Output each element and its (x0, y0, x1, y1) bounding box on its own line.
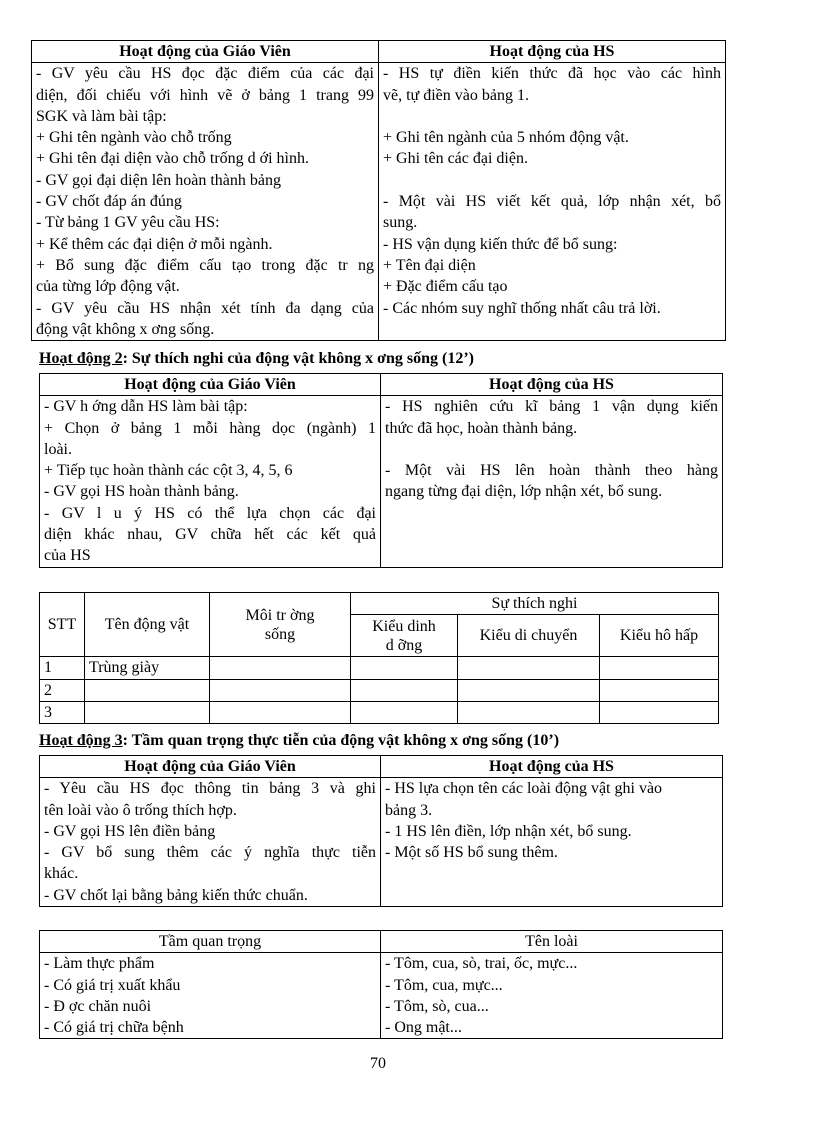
activity-2-title: : Sự thích nghi của động vật không x ơng sống (12’) (122, 350, 475, 367)
col-animal-name: Tên động vật (85, 593, 210, 657)
cell-text-line: + Ghi tên các đại diện. (383, 150, 528, 168)
table-row (40, 679, 719, 701)
table-row (40, 657, 719, 679)
teacher-activities-cell (32, 63, 379, 341)
cell-text-line: tên loài vào ô trống thích hợp. (44, 801, 237, 819)
species-item: - Tôm, cua, sò, trai, ốc, mực... (385, 955, 578, 973)
activity-3-title: : Tầm quan trọng thực tiễn của động vật không x ơng sống (10’) (122, 732, 560, 749)
col-nutrition-line2: d ỡng (385, 636, 423, 654)
cell-text-line: thức đã học, hoàn thành bảng. (385, 419, 578, 437)
teacher-activities-cell (40, 778, 381, 907)
cell-text-line (385, 545, 718, 566)
cell-text-line: - Một số HS bổ sung thêm. (385, 844, 558, 862)
teacher-activities-cell (40, 396, 381, 567)
col-respiration: Kiểu hô hấp (600, 615, 719, 657)
cell-text-line: + Kể thêm các đại diện ở mỗi ngành. (36, 235, 273, 253)
cell-text-line: - GV chốt đáp án đúng (36, 193, 182, 211)
row-stt: 2 (40, 679, 85, 701)
practical-importance-table (39, 930, 723, 1039)
cell-text-line: - HS lựa chọn tên các loài động vật ghi vào (385, 780, 663, 798)
col-environment-line1: Môi tr ờng (245, 606, 315, 624)
page-number: 70 (370, 1055, 386, 1072)
cell-text-line: - GV yêu cầu HS đọc đặc điểm của các đại (36, 65, 374, 83)
importance-item: - Đ ợc chăn nuôi (44, 997, 152, 1015)
importance-item: - Có giá trị xuất khẩu (44, 976, 181, 994)
teacher-student-activity-table-3 (39, 755, 723, 907)
row-animal-name: Trùng giày (85, 657, 210, 679)
importance-cell (40, 953, 381, 1039)
header-importance: Tầm quan trọng (40, 931, 381, 953)
cell-text-line: - Một vài HS lên hoàn thành theo hàng (385, 462, 718, 480)
cell-text-line: diện, đối chiếu với hình vẽ ở bảng 1 trang 99 (36, 86, 374, 104)
student-activities-cell (379, 63, 726, 341)
cell-text-line (385, 863, 718, 884)
cell-text-line: khác. (44, 865, 79, 883)
col-environment-line2: sống (264, 625, 296, 643)
activity-2-heading (39, 350, 474, 368)
cell-text-line: - GV l u ý HS có thể lựa chọn các đại (44, 504, 376, 522)
cell-text-line (383, 106, 721, 127)
header-student: Hoạt động của HS (381, 374, 723, 396)
cell-text-line: - Một vài HS viết kết quả, lớp nhận xét, bổ (383, 193, 721, 211)
cell-text-line: - HS vận dụng kiến thức để bổ sung: (383, 235, 618, 253)
species-item: - Ong mật... (385, 1019, 462, 1037)
cell-text-line: + Chọn ở bảng 1 mỗi hàng dọc (ngành) 1 (44, 419, 376, 437)
header-species: Tên loài (381, 931, 723, 953)
cell-text-line: - HS nghiên cứu kĩ bảng 1 vận dụng kiến (385, 398, 718, 416)
col-adaptation: Sự thích nghi (351, 593, 719, 615)
cell-text-line: + Tiếp tục hoàn thành các cột 3, 4, 5, 6 (44, 462, 293, 480)
cell-text-line: diện khác nhau, GV chữa hết các kết quả (44, 526, 376, 544)
teacher-student-activity-table-2 (39, 373, 723, 568)
cell-text-line: - GV gọi HS hoàn thành bảng. (44, 483, 239, 501)
cell-text-line: bảng 3. (385, 801, 433, 819)
cell-text-line: SGK và làm bài tập: (36, 107, 167, 125)
header-student: Hoạt động của HS (379, 41, 726, 63)
cell-text-line: của từng lớp động vật. (36, 278, 180, 296)
student-activities-cell (381, 778, 723, 907)
teacher-student-activity-table-1 (31, 40, 726, 341)
header-teacher: Hoạt động của Giáo Viên (40, 756, 381, 778)
cell-text-line: của HS (44, 547, 91, 565)
species-item: - Tôm, cua, mực... (385, 976, 503, 994)
activity-3-heading (39, 732, 559, 750)
cell-text-line: + Bổ sung đặc điểm cấu tạo trong đặc tr ng (36, 256, 374, 274)
header-teacher: Hoạt động của Giáo Viên (40, 374, 381, 396)
cell-text-line (383, 319, 721, 340)
cell-text-line: vẽ, tự điền vào bảng 1. (383, 86, 529, 104)
activity-2-label: Hoạt động 2 (39, 350, 123, 367)
cell-text-line (383, 170, 721, 191)
cell-text-line: - GV gọi đại diện lên hoàn thành bảng (36, 171, 281, 189)
cell-text-line: - 1 HS lên điền, lớp nhận xét, bổ sung. (385, 822, 632, 840)
row-animal-name (85, 701, 210, 723)
cell-text-line: + Ghi tên đại diện vào chỗ trống d ới hình. (36, 150, 309, 168)
cell-text-line: + Ghi tên ngành của 5 nhóm động vật. (383, 129, 629, 147)
header-teacher: Hoạt động của Giáo Viên (32, 41, 379, 63)
species-cell (381, 953, 723, 1039)
activity-3-label: Hoạt động 3 (39, 732, 123, 749)
adaptation-table (39, 592, 719, 724)
cell-text-line: - HS tự điền kiến thức đã học vào các hình (383, 65, 721, 83)
cell-text-line: - GV chốt lại bằng bảng kiến thức chuẩn. (44, 886, 308, 904)
col-environment (210, 593, 351, 657)
col-nutrition (351, 615, 458, 657)
cell-text-line: + Tên đại diện (383, 256, 476, 274)
cell-text-line: ngang từng đại diện, lớp nhận xét, bổ sung. (385, 483, 663, 501)
cell-text-line: + Đặc điểm cấu tạo (383, 278, 508, 296)
cell-text-line (385, 503, 718, 524)
cell-text-line (385, 885, 718, 906)
row-stt: 1 (40, 657, 85, 679)
header-student: Hoạt động của HS (381, 756, 723, 778)
cell-text-line: sung. (383, 214, 418, 232)
cell-text-line: loài. (44, 440, 72, 458)
cell-text-line: - Các nhóm suy nghĩ thống nhất câu trả lời. (383, 299, 661, 317)
row-stt: 3 (40, 701, 85, 723)
cell-text-line: - GV h ớng dẫn HS làm bài tập: (44, 398, 248, 416)
col-nutrition-line1: Kiểu dinh (372, 617, 436, 635)
cell-text-line: - GV gọi HS lên điền bảng (44, 822, 216, 840)
cell-text-line (385, 439, 718, 460)
species-item: - Tôm, sò, cua... (385, 997, 489, 1015)
importance-item: - Có giá trị chữa bệnh (44, 1019, 184, 1037)
cell-text-line: - GV yêu cầu HS nhận xét tính đa dạng của (36, 299, 374, 317)
col-movement: Kiểu di chuyển (458, 615, 600, 657)
cell-text-line: - Yêu cầu HS đọc thông tin bảng 3 và ghi (44, 780, 376, 798)
cell-text-line: + Ghi tên ngành vào chỗ trống (36, 129, 232, 147)
row-animal-name (85, 679, 210, 701)
importance-item: - Làm thực phẩm (44, 955, 155, 973)
cell-text-line (385, 524, 718, 545)
student-activities-cell (381, 396, 723, 567)
cell-text-line: - Từ bảng 1 GV yêu cầu HS: (36, 214, 220, 232)
col-stt: STT (40, 593, 85, 657)
cell-text-line: - GV bổ sung thêm các ý nghĩa thực tiễn (44, 844, 376, 862)
table-row (40, 701, 719, 723)
cell-text-line: động vật không x ơng sống. (36, 320, 215, 338)
